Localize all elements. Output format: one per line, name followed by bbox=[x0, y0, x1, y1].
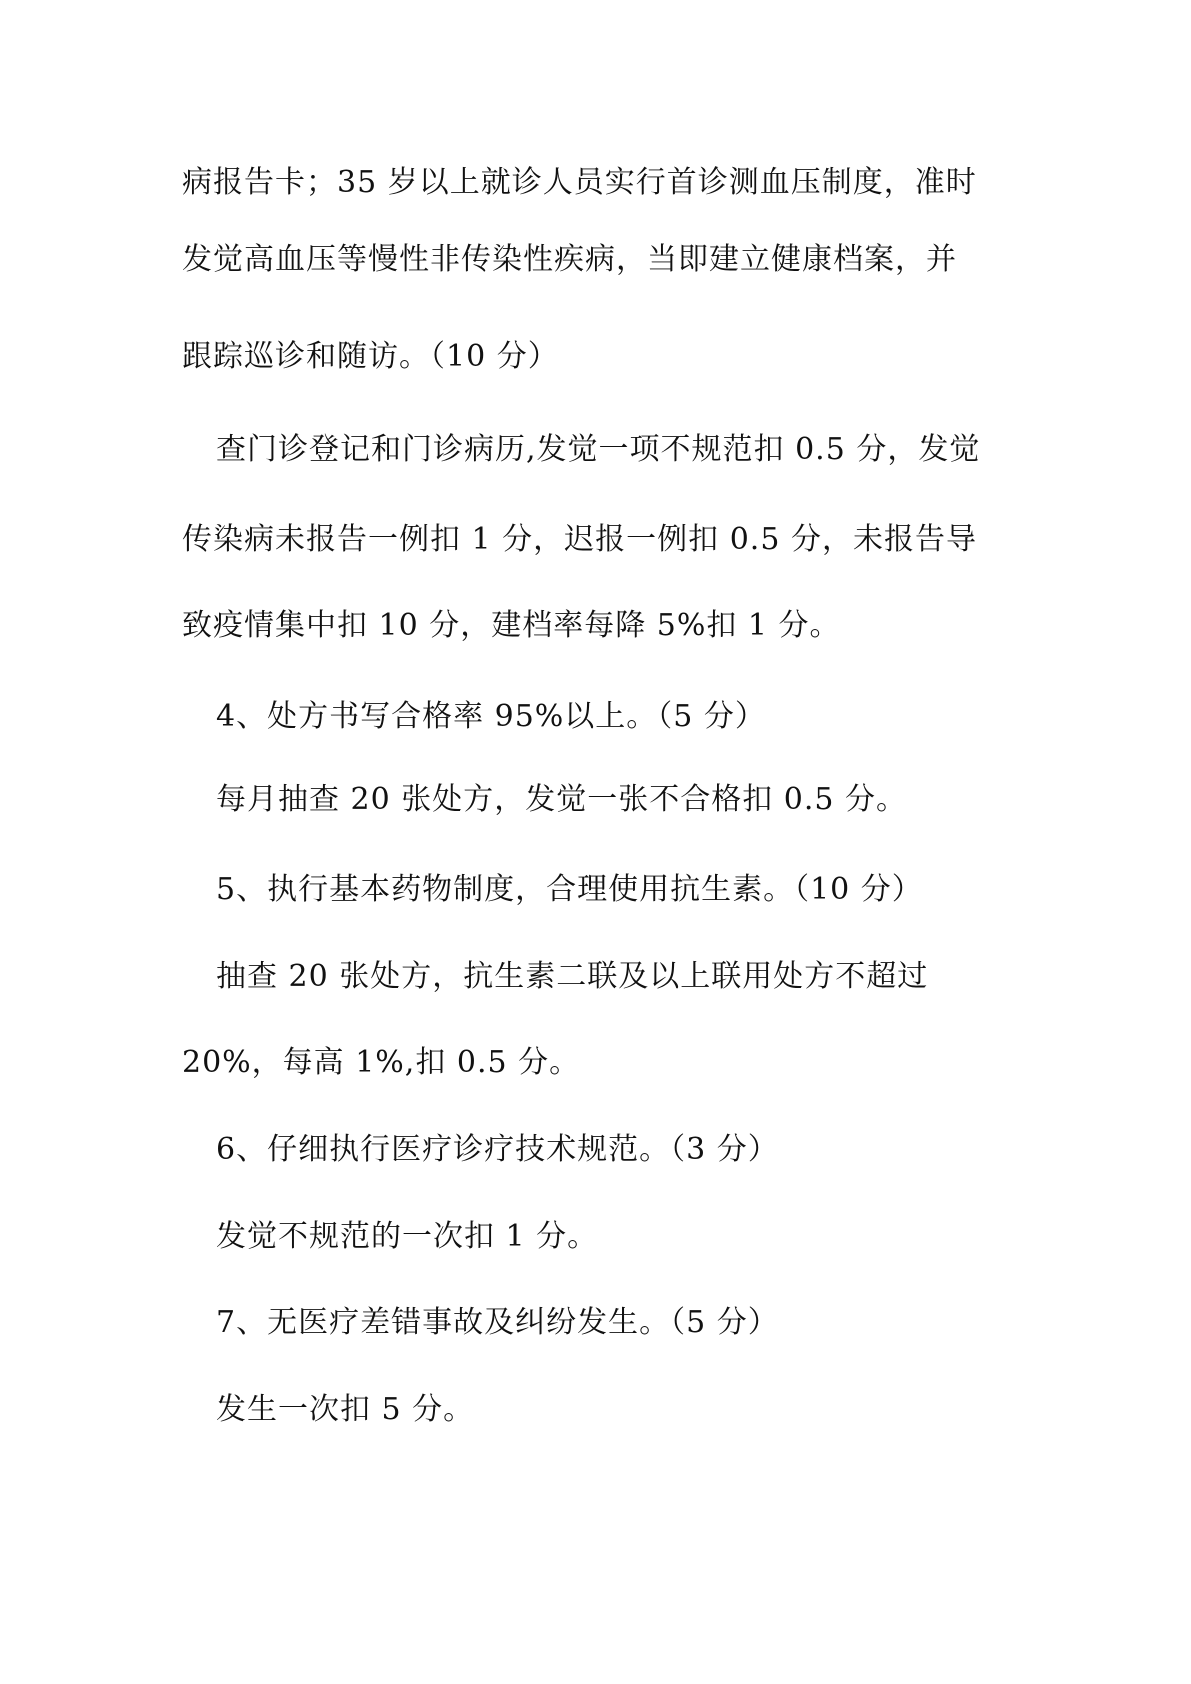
text-line-4: 查门诊登记和门诊病历,发觉一项不规范扣 0.5 分，发觉 bbox=[216, 432, 981, 467]
text-line-1: 病报告卡；35 岁以上就诊人员实行首诊测血压制度，准时 bbox=[182, 165, 977, 200]
text-line-14: 7、无医疗差错事故及纠纷发生。（5 分） bbox=[216, 1305, 779, 1340]
text-line-6: 致疫情集中扣 10 分，建档率每降 5%扣 1 分。 bbox=[182, 608, 841, 643]
text-line-11: 20%，每高 1%,扣 0.5 分。 bbox=[182, 1045, 581, 1080]
text-line-8: 每月抽查 20 张处方，发觉一张不合格扣 0.5 分。 bbox=[216, 782, 908, 817]
text-line-7: 4、处方书写合格率 95%以上。（5 分） bbox=[216, 699, 766, 734]
text-line-3: 跟踪巡诊和随访。（10 分） bbox=[182, 339, 559, 374]
text-line-15: 发生一次扣 5 分。 bbox=[216, 1392, 475, 1427]
text-line-13: 发觉不规范的一次扣 1 分。 bbox=[216, 1219, 599, 1254]
text-line-9: 5、执行基本药物制度，合理使用抗生素。（10 分） bbox=[216, 872, 923, 907]
text-line-5: 传染病未报告一例扣 1 分，迟报一例扣 0.5 分，未报告导 bbox=[182, 522, 977, 557]
text-line-2: 发觉高血压等慢性非传染性疾病，当即建立健康档案，并 bbox=[182, 242, 957, 277]
text-line-12: 6、仔细执行医疗诊疗技术规范。（3 分） bbox=[216, 1132, 779, 1167]
text-line-10: 抽查 20 张处方，抗生素二联及以上联用处方不超过 bbox=[216, 959, 929, 994]
